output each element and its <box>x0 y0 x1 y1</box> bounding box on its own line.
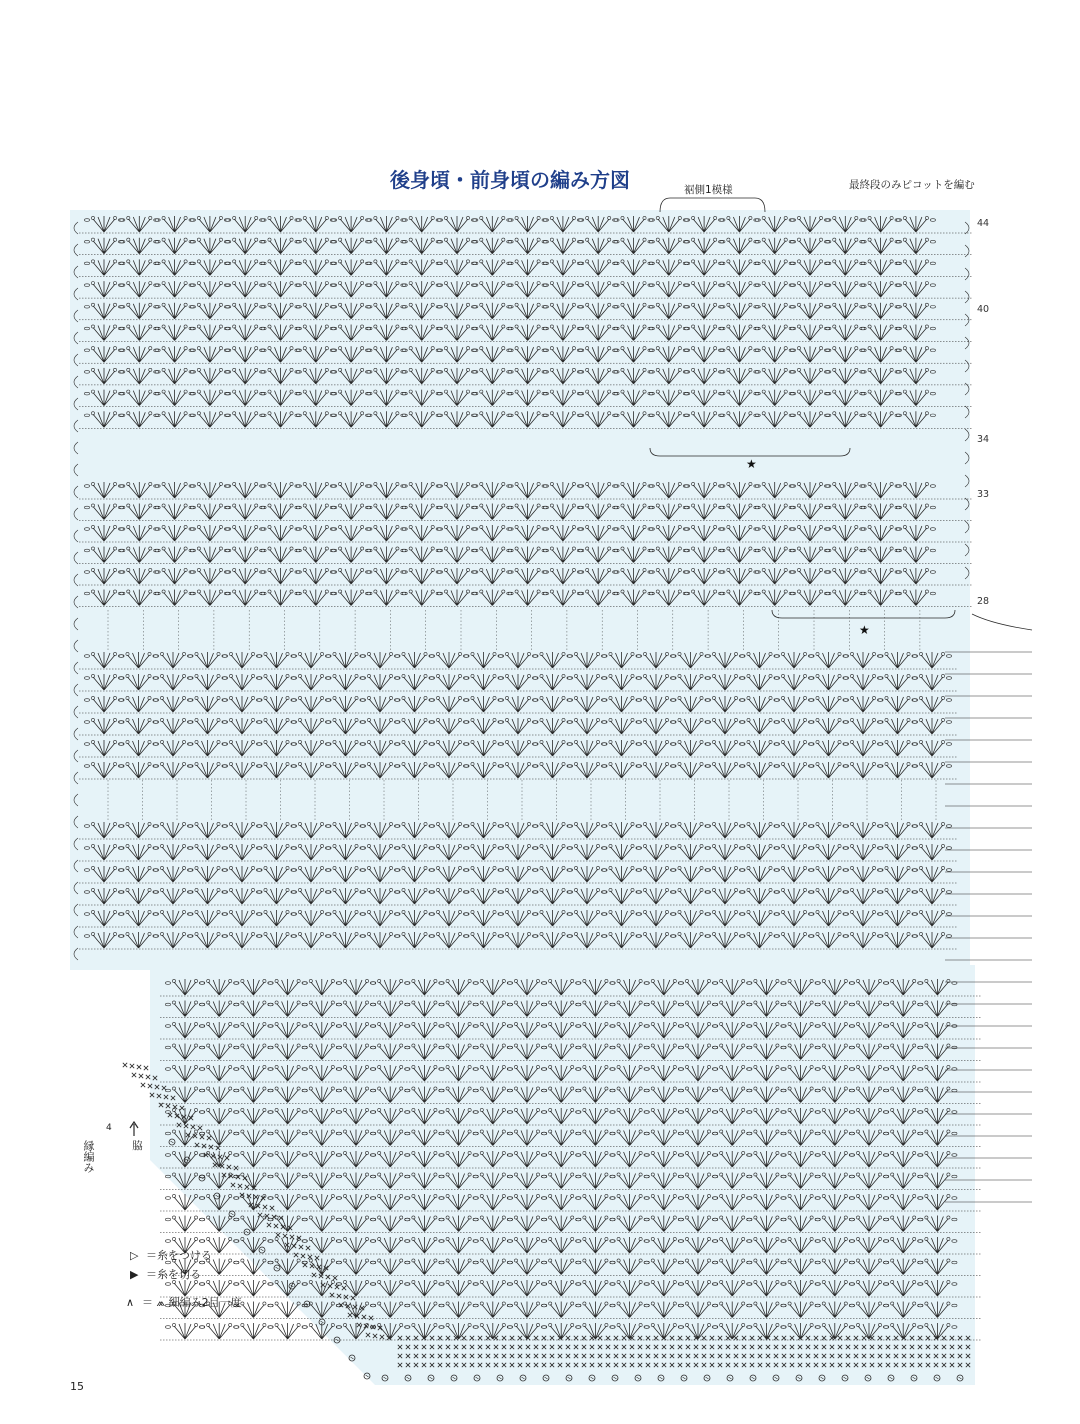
row-number-28: 28 <box>977 596 990 607</box>
star-marker-lower: ★ <box>859 623 870 637</box>
legend-cut-yarn-text: ＝糸を切る <box>146 1268 201 1281</box>
legend-attach-yarn <box>130 1247 212 1263</box>
edging-rows-label: 4 <box>106 1123 112 1133</box>
legend-sc2tog-text: ＝ ⩕ 細編み2目一度 <box>142 1296 242 1309</box>
star-marker-upper: ★ <box>746 457 757 471</box>
legend-attach-yarn-text: ＝糸をつける <box>146 1249 212 1262</box>
row-number-40: 40 <box>977 304 990 315</box>
page-title: 後身頃・前身頃の編み方図 <box>390 168 630 192</box>
legend-sc2tog <box>126 1294 242 1310</box>
picot-note-label: 最終段のみピコットを編む <box>849 179 975 191</box>
pattern-repeat-brace <box>660 198 765 212</box>
open-triangle-icon: ▷ <box>130 1249 139 1262</box>
edging-label: 縁編み <box>82 1140 95 1173</box>
legend-cut-yarn <box>130 1266 201 1282</box>
page-number: 15 <box>70 1380 84 1393</box>
row-number-34: 34 <box>977 434 990 445</box>
pattern-repeat-label: 裾側1模様 <box>684 184 733 196</box>
row-number-44: 44 <box>977 218 990 229</box>
decrease-icon: ∧ <box>126 1296 135 1309</box>
extension-curve <box>972 614 1032 630</box>
row-number-33: 33 <box>977 489 990 500</box>
waist-label: 脇 <box>131 1140 143 1151</box>
filled-triangle-icon: ▶ <box>130 1268 139 1281</box>
chart-background <box>70 210 975 1390</box>
